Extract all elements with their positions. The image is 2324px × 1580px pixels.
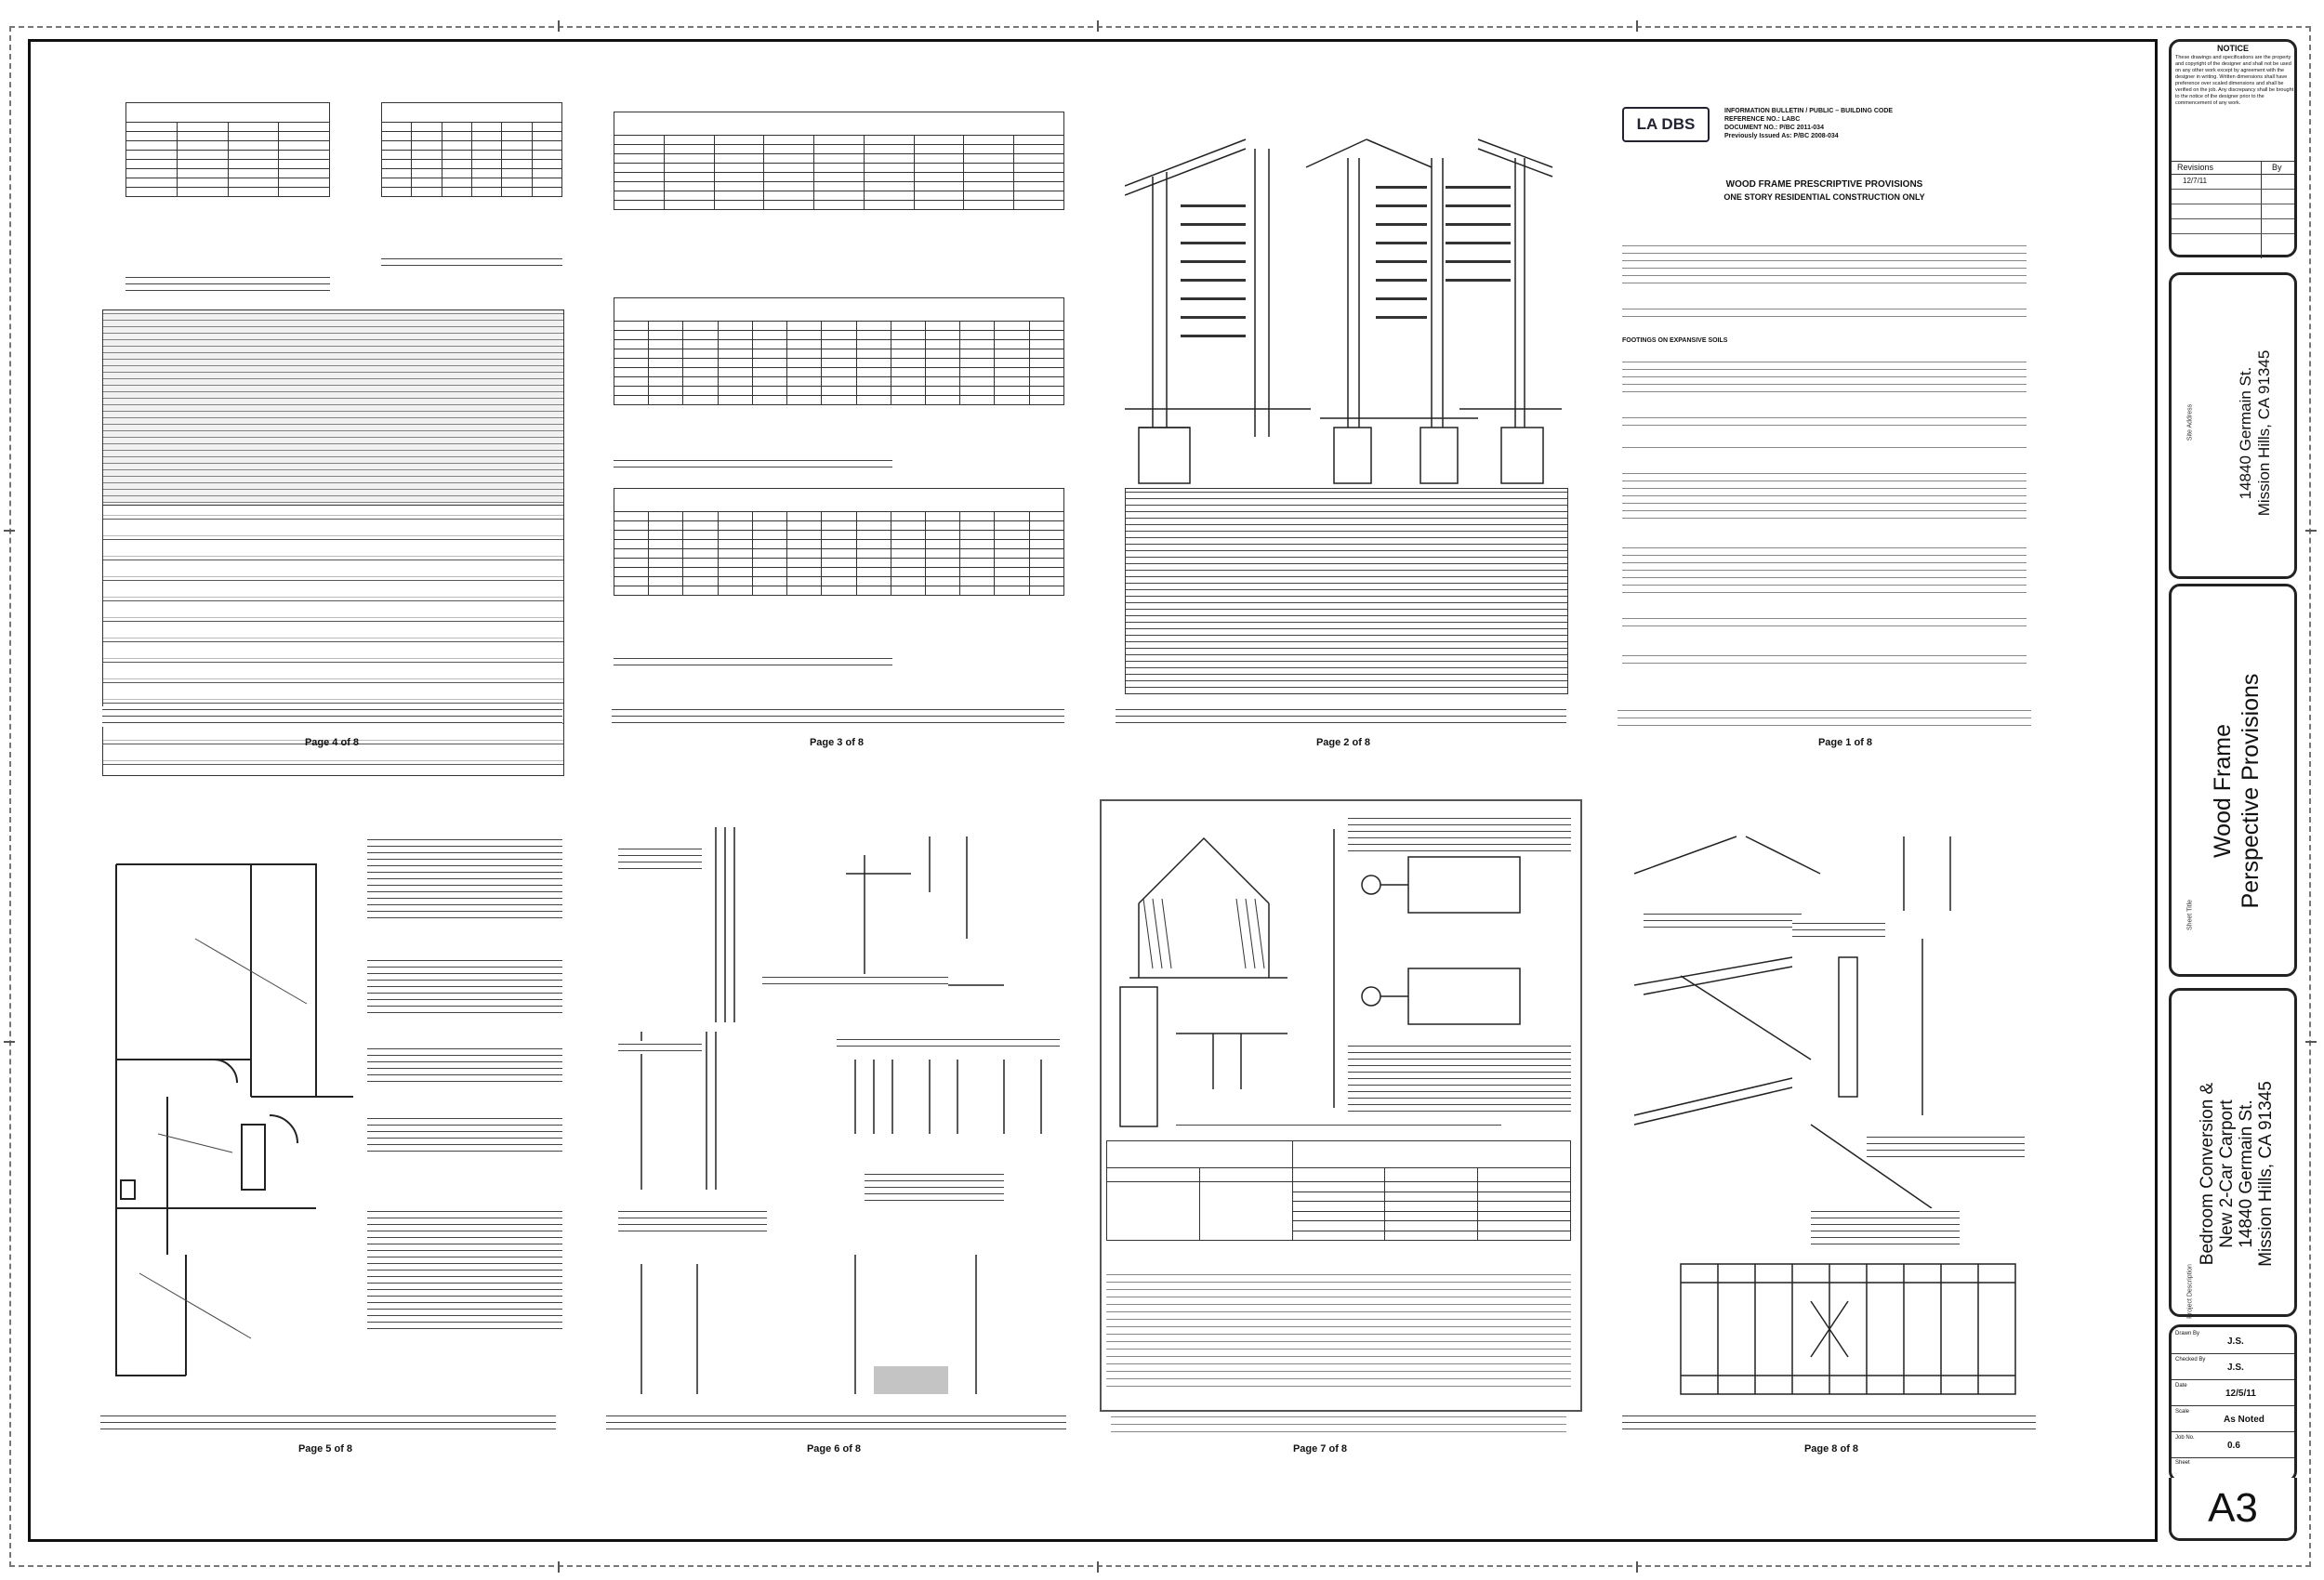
page-7-thumbnail	[1100, 799, 1582, 1412]
project-line-3: 14840 Germain St.	[2237, 1099, 2256, 1248]
page-3-thumbnail	[609, 112, 1064, 688]
trim-tick	[1097, 1561, 1099, 1573]
checked-by-label: Checked By	[2175, 1357, 2206, 1363]
ladbs-logo: LA DBS	[1622, 107, 1710, 142]
sheet-title	[2209, 624, 2265, 958]
wall-section-drawing	[1125, 130, 1566, 502]
floor-plan-drawing	[102, 818, 363, 1403]
date-value: 12/5/11	[2225, 1389, 2256, 1399]
plan-notes	[367, 836, 562, 920]
rafter-span-table	[614, 488, 1064, 596]
bulletin-header: INFORMATION BULLETIN / PUBLIC – BUILDING CODE REFERENCE NO.: LABC DOCUMENT NO.: P/BC 2011-034 Previously Issued As: P/BC 2008-034	[1724, 108, 1894, 139]
trim-tick	[558, 1561, 560, 1573]
garage-table	[1106, 1140, 1571, 1241]
bulletin-title: WOOD FRAME PRESCRIPTIVE PROVISIONS	[1725, 179, 1923, 190]
project-description-box	[2169, 988, 2297, 1317]
checked-by-value: J.S.	[2227, 1363, 2244, 1373]
project-line-4: Mission Hills, CA 91345	[2256, 1081, 2276, 1267]
project-description	[2198, 1016, 2276, 1332]
address-label: Site Address	[2186, 403, 2194, 441]
span-table	[381, 102, 562, 197]
plan-notes	[367, 957, 562, 1013]
joist-span-table	[614, 112, 1064, 210]
address-line-1: 14840 Germain St.	[2237, 366, 2254, 500]
page-6-label: Page 6 of 8	[806, 1443, 862, 1455]
span-table	[125, 102, 330, 197]
roof-framing-drawing	[1625, 818, 2034, 1403]
project-line-1: Bedroom Conversion &	[2198, 1082, 2217, 1266]
sheet-number: A3	[2208, 1485, 2258, 1531]
job-value: 0.6	[2227, 1441, 2240, 1451]
bulletin-list-item	[1622, 414, 2027, 428]
trim-tick	[2305, 530, 2317, 532]
page-5-label: Page 5 of 8	[297, 1443, 353, 1455]
job-label: Job No.	[2175, 1435, 2195, 1441]
sheet-title-line-1: Wood Frame	[2210, 723, 2236, 859]
bulletin-list-item	[1622, 443, 2027, 451]
page-2-thumbnail	[1125, 130, 1566, 706]
fastening-schedule	[102, 505, 564, 776]
revisions-label: Revisions	[2177, 163, 2214, 172]
notice-title: NOTICE	[2216, 44, 2249, 53]
notice-revisions-box	[2169, 39, 2297, 257]
wall-section-notes	[1125, 488, 1568, 694]
drawn-by-value: J.S.	[2227, 1336, 2244, 1347]
bulletin-paragraph	[1622, 305, 2027, 320]
drawn-by-label: Drawn By	[2175, 1331, 2200, 1336]
drawing-info-box	[2169, 1324, 2297, 1482]
garage-notes	[1106, 1271, 1571, 1391]
sheet-title-label: Sheet Title	[2186, 899, 2194, 931]
bulletin-list-item	[1622, 544, 2027, 596]
revision-date: 12/7/11	[2183, 177, 2208, 185]
trim-tick	[4, 1041, 15, 1043]
project-line-2: New 2-Car Carport	[2217, 1099, 2237, 1248]
framing-details-drawing	[614, 818, 1069, 1403]
page-7-label: Page 7 of 8	[1292, 1443, 1348, 1455]
trim-tick	[2305, 1041, 2317, 1043]
notice-text: These drawings and specifications are the property and copyright of the designer and shall not be used on any other work except by agreement with the designer in writing. Written dimensions shall have preference over scaled dimensions and shall be verified on the job. Any discrepancy shall be brought to the notice of the designer prior to the commencement of any work.	[2175, 55, 2294, 106]
page-2-label: Page 2 of 8	[1315, 737, 1371, 748]
sheet-number-box	[2169, 1478, 2297, 1541]
trim-tick	[1097, 20, 1099, 32]
bulletin-list-item	[1622, 469, 2027, 521]
address-line-2: Mission Hills, CA 91345	[2255, 349, 2273, 517]
section-heading: FOOTINGS ON EXPANSIVE SOILS	[1622, 337, 1728, 344]
page-1-label: Page 1 of 8	[1817, 737, 1873, 748]
plan-notes	[367, 1046, 562, 1083]
page-8-label: Page 8 of 8	[1803, 1443, 1859, 1455]
scale-value: As Noted	[2224, 1415, 2265, 1425]
page-6-thumbnail	[614, 818, 1069, 1403]
page-8-thumbnail	[1625, 818, 2034, 1403]
page-5-thumbnail	[102, 818, 562, 1403]
fastening-schedule	[102, 309, 564, 507]
scale-label: Scale	[2175, 1409, 2190, 1415]
date-label: Date	[2175, 1383, 2187, 1389]
sheet-title-box	[2169, 584, 2297, 977]
project-label: Project Description	[2186, 1264, 2194, 1319]
bulletin-list-item	[1622, 614, 2027, 629]
site-address-box	[2169, 272, 2297, 579]
sheet-title-line-2: Perspective Provisions	[2238, 673, 2264, 909]
rafter-span-table	[614, 297, 1064, 405]
bulletin-paragraph	[1622, 358, 2027, 395]
trim-tick	[558, 20, 560, 32]
bulletin-list-item	[1622, 652, 2027, 666]
trim-tick	[1636, 1561, 1638, 1573]
bulletin-subtitle: ONE STORY RESIDENTIAL CONSTRUCTION ONLY	[1723, 192, 1925, 202]
page-4-thumbnail	[98, 98, 567, 739]
page-4-label: Page 4 of 8	[304, 737, 360, 748]
page-1-thumbnail	[1618, 98, 2031, 739]
bulletin-intro-paragraph	[1622, 242, 2027, 286]
page-3-label: Page 3 of 8	[809, 737, 865, 748]
trim-tick	[4, 530, 15, 532]
plan-notes	[367, 1115, 562, 1152]
site-address	[2237, 294, 2274, 573]
by-label: By	[2272, 163, 2282, 172]
trim-tick	[1636, 20, 1638, 32]
plan-notes	[367, 1208, 562, 1329]
sheet-label: Sheet	[2175, 1460, 2190, 1466]
